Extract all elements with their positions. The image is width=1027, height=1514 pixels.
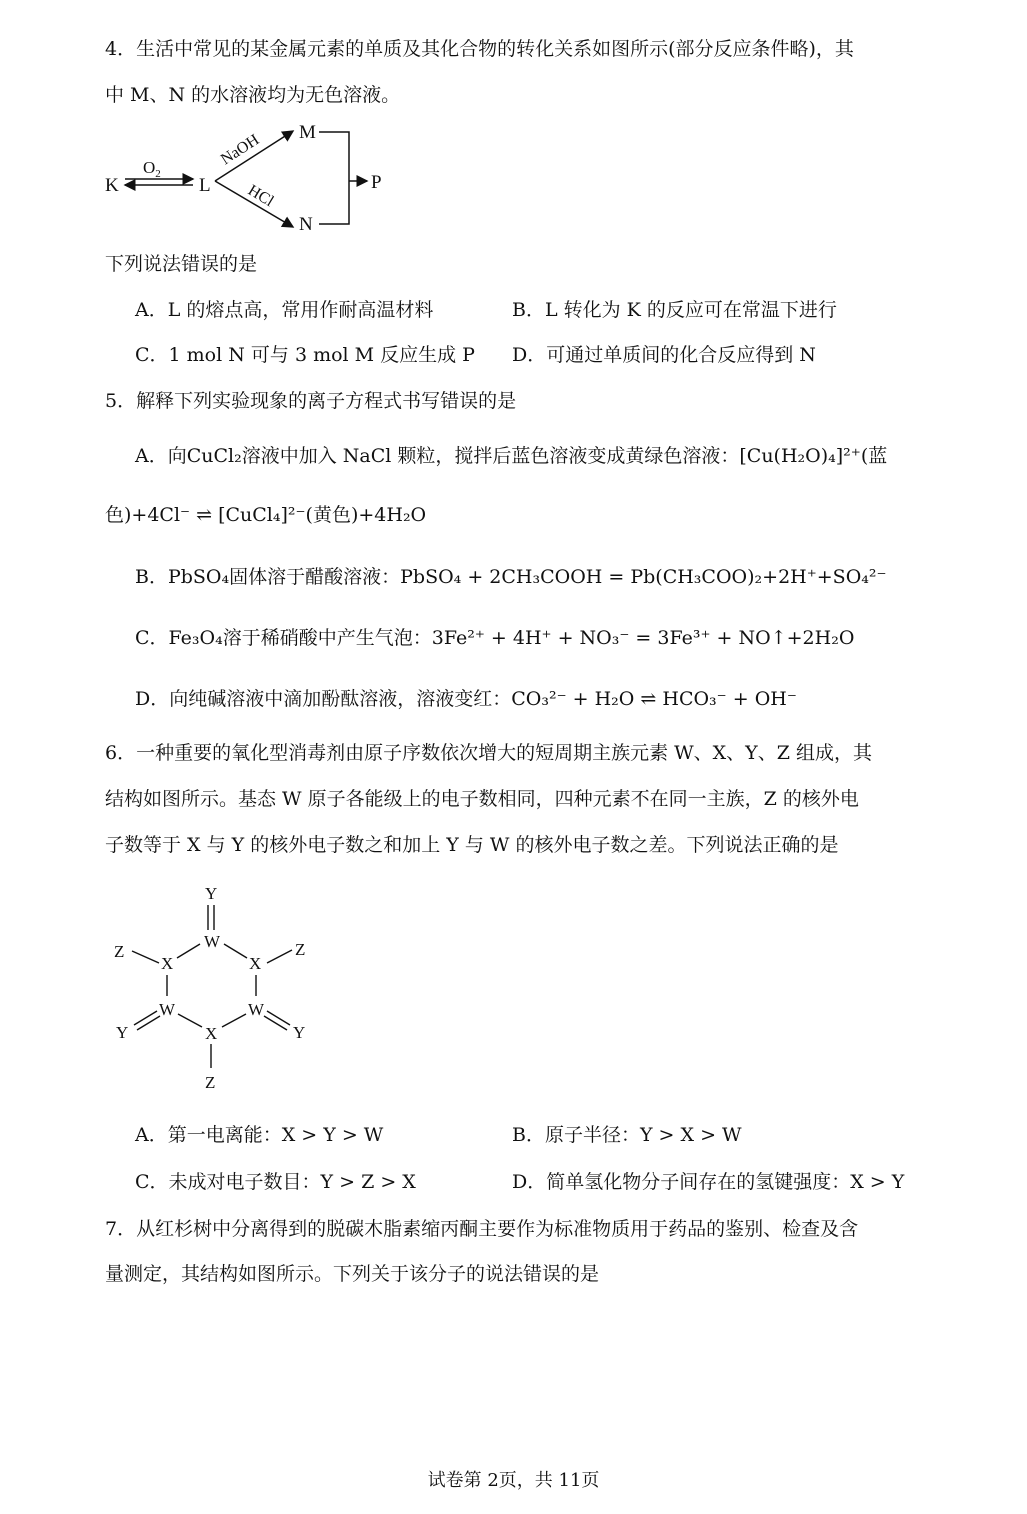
label-o2: $O_2$ [143,158,161,180]
q4-option-c: C．1 mol N 可与 3 mol M 反应生成 P [135,344,475,366]
atom-w-left: W [159,1000,176,1019]
bracket-m-n [319,132,349,224]
bond-w-x-left [177,944,200,958]
q4-stem-line2: 中 M、N 的水溶液均为无色溶液。 [105,84,401,106]
q6-stem-line1: 6．一种重要的氧化型消毒剂由原子序数依次增大的短周期主族元素 W、X、Y、Z 组成，其 [105,742,872,764]
atom-x-right: X [249,954,262,973]
q5-stem: 5．解释下列实验现象的离子方程式书写错误的是 [105,390,517,412]
node-l: L [199,175,211,196]
bond-w-x-right [224,944,247,958]
q4-question: 下列说法错误的是 [105,253,258,275]
q5-option-b: B．PbSO₄固体溶于醋酸溶液：PbSO₄ + 2CH₃COOH = Pb(CH₃COO)₂+2H⁺+SO₄²⁻ [135,566,887,588]
bond-double-right-2 [264,1016,287,1030]
q4-stem-line1: 4．生活中常见的某金属元素的单质及其化合物的转化关系如图所示(部分反应条件略)，其 [105,38,854,60]
q6-structure-diagram [110,878,320,1098]
q4-option-b: B．L 转化为 K 的反应可在常温下进行 [512,299,837,321]
bond-w-x-bottom-right [222,1014,246,1027]
page-footer: 试卷第 2页，共 11页 [427,1470,600,1491]
atom-y-top: Y [205,884,218,903]
q6-stem-line3: 子数等于 X 与 Y 的核外电子数之和加上 Y 与 W 的核外电子数之差。下列说法正确的是 [105,834,839,856]
atom-w-top: W [204,932,221,951]
node-n: N [299,214,313,235]
node-m: M [299,122,316,143]
atom-z-bottom: Z [205,1073,216,1092]
q6-option-b: B．原子半径：Y > X > W [512,1124,742,1146]
q4-option-d: D．可通过单质间的化合反应得到 N [512,344,816,366]
q7-stem-line2: 量测定，其结构如图所示。下列关于该分子的说法错误的是 [105,1263,600,1285]
q6-stem-line2: 结构如图所示。基态 W 原子各能级上的电子数相同，四种元素不在同一主族，Z 的核外电 [105,788,859,810]
q6-option-c: C．未成对电子数目：Y > Z > X [135,1171,416,1193]
q5-option-a-line1: A．向CuCl₂溶液中加入 NaCl 颗粒，搅拌后蓝色溶液变成黄绿色溶液：[Cu(H₂O)₄]²⁺(蓝 [135,445,888,467]
bond-w-x-bottom-left [178,1014,202,1027]
bond-double-left-2 [137,1016,160,1030]
atom-w-right: W [248,1000,265,1019]
q6-option-d: D．简单氢化物分子间存在的氢键强度：X > Y [512,1171,905,1193]
bond-z-x-right [267,950,292,963]
atom-z-right: Z [295,940,306,959]
bond-double-right-1 [267,1011,290,1025]
atom-y-left: Y [116,1023,129,1042]
node-p: P [371,172,382,193]
atom-z-left: Z [114,942,125,961]
q5-option-d: D．向纯碱溶液中滴加酚酞溶液，溶液变红：CO₃²⁻ + H₂O ⇌ HCO₃⁻ + OH⁻ [135,688,797,710]
q4-conversion-diagram [95,115,415,240]
q5-option-c: C．Fe₃O₄溶于稀硝酸中产生气泡：3Fe²⁺ + 4H⁺ + NO₃⁻ = 3Fe³⁺ + NO↑+2H₂O [135,627,855,649]
q6-option-a: A．第一电离能：X > Y > W [135,1124,384,1146]
q4-option-a: A．L 的熔点高，常用作耐高温材料 [135,299,434,321]
label-hcl: HCl [244,181,277,211]
q5-option-a-line2: 色)+4Cl⁻ ⇌ [CuCl₄]²⁻(黄色)+4H₂O [105,504,427,526]
atom-y-right: Y [293,1023,306,1042]
atom-x-bottom: X [205,1024,218,1043]
q7-stem-line1: 7．从红杉树中分离得到的脱碳木脂素缩丙酮主要作为标准物质用于药品的鉴别、检查及含 [105,1218,859,1240]
bond-double-left-1 [134,1011,157,1025]
label-naoh: NaOH [217,131,263,169]
atom-x-left: X [161,954,174,973]
bond-z-x-left [132,951,159,963]
node-k: K [105,175,119,196]
